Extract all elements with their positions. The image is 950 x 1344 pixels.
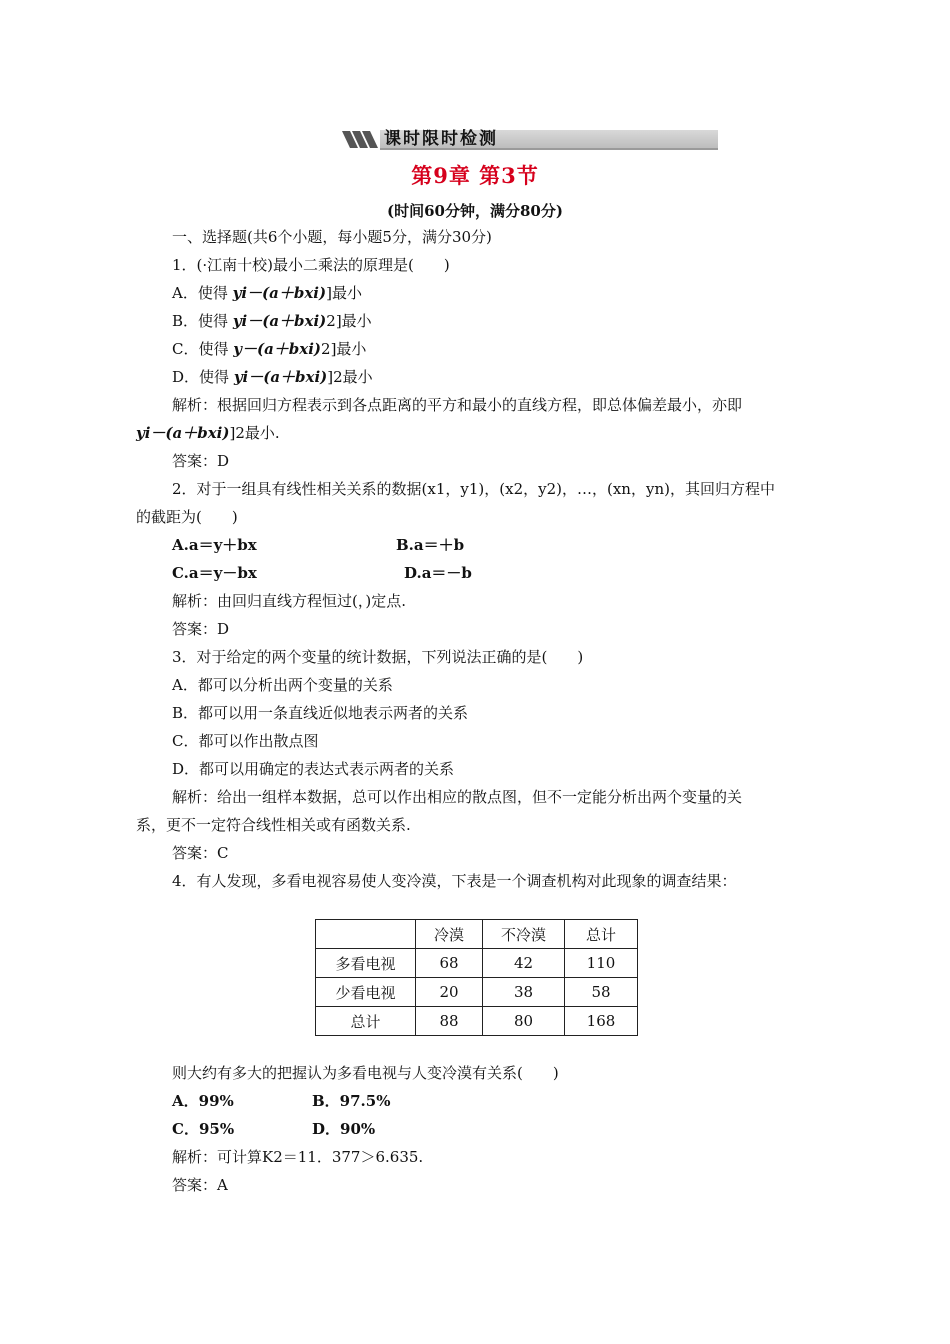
q4-option-b: B．97.5% bbox=[312, 1092, 391, 1110]
table-header-cell: 不冷漠 bbox=[483, 920, 565, 949]
q1-option-c bbox=[172, 339, 366, 359]
q1-a-suffix: ]最小 bbox=[326, 284, 362, 302]
table-row bbox=[316, 949, 638, 978]
table-cell: 58 bbox=[565, 978, 638, 1007]
q1-b-formula: yi－(a＋bxi) bbox=[232, 312, 327, 330]
q1-explain-line1: 解析：根据回归方程表示到各点距离的平方和最小的直线方程，即总体偏差最小，亦即 bbox=[172, 396, 743, 414]
q1-answer: 答案：D bbox=[172, 452, 230, 470]
q2-explain: 解析：由回归直线方程恒过(，)定点. bbox=[172, 592, 406, 610]
q4-option-d: D．90% bbox=[312, 1120, 376, 1138]
contingency-table bbox=[315, 919, 638, 1036]
time-info: (时间60分钟，满分80分) bbox=[387, 202, 563, 220]
q1-b-prefix: B．使得 bbox=[172, 312, 229, 330]
table-cell: 68 bbox=[416, 949, 483, 978]
q4-option-a: A．99% bbox=[172, 1092, 234, 1110]
q1-a-prefix: A．使得 bbox=[172, 284, 228, 302]
section-banner bbox=[340, 128, 718, 150]
table-row bbox=[316, 978, 638, 1007]
section-heading: 一、选择题(共6个小题，每小题5分，满分30分) bbox=[172, 228, 492, 246]
table-cell: 80 bbox=[483, 1007, 565, 1036]
table-cell: 20 bbox=[416, 978, 483, 1007]
table-header-cell: 总计 bbox=[565, 920, 638, 949]
q3-explain-line2: 系，更不一定符合线性相关或有函数关系. bbox=[136, 816, 411, 834]
q3-explain-line1: 解析：给出一组样本数据，总可以作出相应的散点图，但不一定能分析出两个变量的关 bbox=[172, 788, 743, 806]
table-header-cell: 冷漠 bbox=[416, 920, 483, 949]
q1-c-prefix: C．使得 bbox=[172, 340, 229, 358]
table-cell: 总计 bbox=[316, 1007, 416, 1036]
table-cell: 多看电视 bbox=[316, 949, 416, 978]
q4-stem: 4．有人发现，多看电视容易使人变冷漠，下表是一个调查机构对此现象的调查结果： bbox=[172, 872, 737, 890]
table-cell: 88 bbox=[416, 1007, 483, 1036]
q1-c-formula: y－(a＋bxi) bbox=[233, 340, 322, 358]
q3-answer: 答案：C bbox=[172, 844, 229, 862]
stripes-icon bbox=[340, 128, 380, 150]
q1-explain-formula: yi－(a＋bxi) bbox=[136, 424, 230, 442]
q1-explain-line2 bbox=[136, 423, 280, 443]
q4-explain: 解析：可计算K2＝11．377＞6.635. bbox=[172, 1148, 424, 1166]
q4-answer: 答案：A bbox=[172, 1176, 228, 1194]
q1-explain-suffix: ]2最小. bbox=[229, 424, 280, 442]
q1-d-formula: yi－(a＋bxi) bbox=[233, 368, 328, 386]
q3-option-c: C．都可以作出散点图 bbox=[172, 732, 319, 750]
q2-option-b: B.a＝＋b bbox=[396, 536, 465, 554]
table-header-row bbox=[316, 920, 638, 949]
q3-option-d: D．都可以用确定的表达式表示两者的关系 bbox=[172, 760, 455, 778]
table-cell: 少看电视 bbox=[316, 978, 416, 1007]
q1-stem: 1．(·江南十校)最小二乘法的原理是( ) bbox=[172, 256, 450, 274]
q2-option-c: C.a＝y－bx bbox=[172, 564, 257, 582]
q1-c-suffix: 2]最小 bbox=[321, 340, 367, 358]
q1-option-d bbox=[172, 367, 373, 387]
q2-stem-line1: 2．对于一组具有线性相关关系的数据(x1，y1)，(x2，y2)，…，(xn，yn)，其回归方程中 bbox=[172, 480, 775, 498]
table-cell: 38 bbox=[483, 978, 565, 1007]
q2-stem-line2: 的截距为( ) bbox=[136, 508, 238, 526]
table-cell: 168 bbox=[565, 1007, 638, 1036]
q1-option-a bbox=[172, 283, 362, 303]
table-row bbox=[316, 1007, 638, 1036]
q3-option-b: B．都可以用一条直线近似地表示两者的关系 bbox=[172, 704, 469, 722]
q1-b-suffix: 2]最小 bbox=[326, 312, 372, 330]
q4-question: 则大约有多大的把握认为多看电视与人变冷漠有关系( ) bbox=[172, 1064, 559, 1082]
q1-d-suffix: ]2最小 bbox=[327, 368, 373, 386]
table-cell: 42 bbox=[483, 949, 565, 978]
q1-d-prefix: D．使得 bbox=[172, 368, 230, 386]
q1-a-formula: yi－(a＋bxi) bbox=[232, 284, 327, 302]
banner-title: 课时限时检测 bbox=[384, 129, 498, 149]
q1-option-b bbox=[172, 311, 372, 331]
q3-stem: 3．对于给定的两个变量的统计数据，下列说法正确的是( ) bbox=[172, 648, 584, 666]
table-cell: 110 bbox=[565, 949, 638, 978]
q2-option-a: A.a＝y＋bx bbox=[172, 536, 257, 554]
q2-option-d: D.a＝－b bbox=[404, 564, 472, 582]
table-header-cell bbox=[316, 920, 416, 949]
q3-option-a: A．都可以分析出两个变量的关系 bbox=[172, 676, 393, 694]
chapter-title: 第9章 第3节 bbox=[411, 163, 539, 188]
q4-option-c: C．95% bbox=[172, 1120, 235, 1138]
q2-answer: 答案：D bbox=[172, 620, 230, 638]
